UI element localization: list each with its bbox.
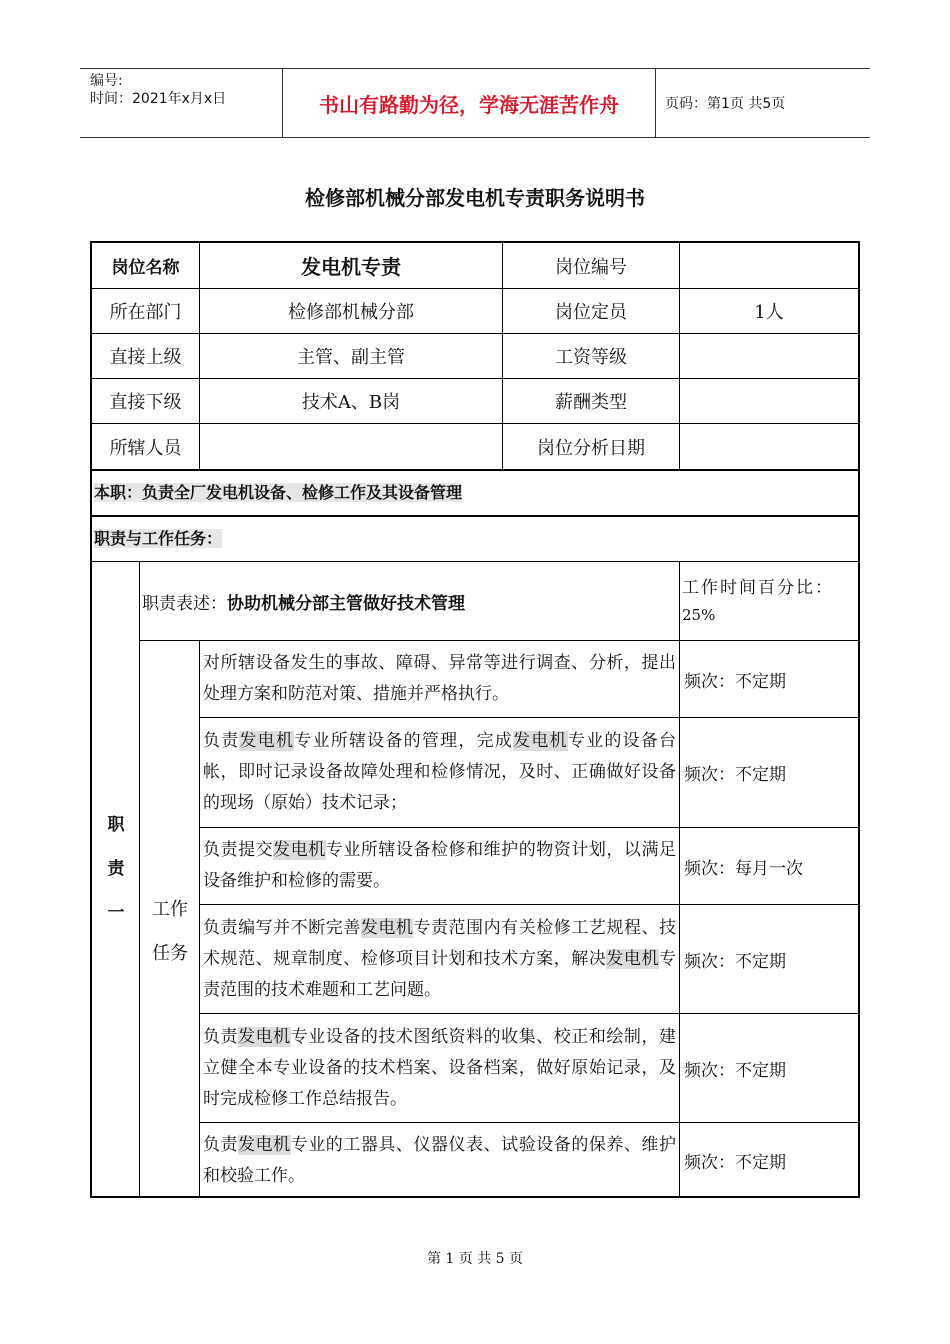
task-text-segment: 负责: [203, 1026, 239, 1047]
task-text-segment: 对所辖设备发生的事故、障碍、异常等进行调查、分析，提出处理方案和防范对策、措施并严格执行。: [203, 653, 676, 704]
duty-label-char: 职: [107, 815, 125, 835]
highlighted-term: 发电机: [239, 731, 295, 751]
task-text: [203, 1130, 676, 1192]
task-frequency: 频次：不定期: [684, 1060, 786, 1081]
label-position-name: 岗位名称: [111, 258, 180, 278]
value-pay-type: [680, 379, 858, 423]
highlighted-term: 发电机: [238, 1026, 291, 1047]
document-title: 检修部机械分部发电机专责职务说明书: [305, 186, 645, 210]
task-text: [203, 726, 676, 819]
task-text-segment: 专业所辖设备的管理，完成: [294, 731, 514, 751]
task-text-segment: 专业所辖设备检修和维护的物资计划，以满足设备维护和检修的需要。: [203, 840, 677, 891]
task-text-segment: 负责提交: [203, 840, 274, 860]
highlighted-term: 发电机: [360, 917, 414, 938]
task-description: [200, 905, 679, 1013]
duty-label-char: 责: [107, 859, 125, 879]
task-description: [200, 1123, 679, 1198]
label-pay-type: 薪酬类型: [555, 392, 627, 413]
time-label: 时间：2021年x月x日: [90, 91, 227, 107]
label-staff-under: 所辖人员: [109, 437, 182, 459]
task-frequency: 频次：不定期: [684, 951, 786, 972]
page-header: [80, 68, 870, 138]
task-text-segment: 专业的工器具、仪器仪表、试验设备的保养、维护和校验工作。: [203, 1134, 677, 1186]
task-description: [200, 718, 679, 827]
header-meta: [80, 69, 282, 140]
label-department: 所在部门: [109, 302, 182, 323]
time-pct-label: 工作时间百分比：: [682, 578, 834, 598]
task-text: [203, 835, 676, 897]
task-text-segment: 专责范围内有关检修工艺规程、技术规范、规章制度、检修项目计划和技术方案，解决: [203, 917, 677, 969]
header-motto: 书山有路勤为径，学海无涯苦作舟: [282, 69, 656, 137]
task-description: [200, 1014, 679, 1122]
task-text: [203, 648, 676, 710]
value-analysis-date: [680, 424, 858, 469]
value-department: 检修部机械分部: [288, 302, 414, 323]
duty-one-label: [101, 803, 131, 935]
value-staff-under: [200, 424, 502, 469]
task-frequency: 频次：不定期: [684, 765, 786, 785]
highlighted-term: 发电机: [606, 948, 660, 969]
task-text-segment: 负责: [203, 731, 240, 751]
col-divider: [139, 561, 140, 1198]
label-analysis-date: 岗位分析日期: [537, 437, 645, 459]
task-text-segment: 专业的设备台帐，即时记录设备故障处理和检修情况，及时、正确做好设备的现场（原始）技术记录；: [203, 731, 677, 813]
time-pct-value: 25%: [682, 606, 716, 624]
highlighted-term: 发电机: [238, 1134, 291, 1155]
value-position-number: [680, 243, 858, 288]
header-page-info: 页码：第1页 共5页: [665, 96, 786, 112]
label-salary-grade: 工资等级: [555, 347, 627, 368]
duty-label-char: 一: [107, 903, 125, 923]
label-direct-subordinate: 直接下级: [109, 392, 182, 413]
task-text-segment: 负责编写并不断完善: [203, 917, 361, 938]
value-salary-grade: [680, 334, 858, 378]
label-direct-superior: 直接上级: [109, 347, 182, 368]
task-description: [200, 828, 679, 904]
task-text-segment: 负责: [203, 1134, 239, 1155]
task-frequency: 频次：每月一次: [684, 858, 803, 879]
task-description: [200, 641, 679, 717]
highlighted-term: 发电机: [513, 731, 568, 751]
statement-text: 协助机械分部主管做好技术管理: [227, 593, 465, 614]
job-description-table: [90, 241, 860, 1198]
statement-prefix: 职责表述：: [142, 593, 227, 614]
task-text-segment: 专业设备的技术图纸资料的收集、校正和绘制，建立健全本专业设备的技术档案、设备档案，做好原始记录，及时完成检修工作总结报告。: [203, 1026, 677, 1109]
highlighted-term: 发电机: [273, 840, 326, 860]
label-position-number: 岗位编号: [555, 256, 627, 278]
duty-banner: [92, 471, 462, 515]
number-label: 编号:: [90, 73, 123, 89]
page-footer: 第 1 页 共 5 页: [426, 1251, 524, 1267]
value-position-name: 发电机专责: [301, 255, 401, 279]
label-headcount: 岗位定员: [555, 302, 627, 323]
task-frequency: 频次：不定期: [684, 671, 786, 692]
task-text: [203, 1022, 676, 1115]
duty-banner-text: 本职：负责全厂发电机设备、检修工作及其设备管理: [94, 483, 463, 502]
work-label-line: 任务: [152, 943, 188, 964]
value-headcount: 1人: [754, 302, 784, 323]
value-direct-superior: 主管、副主管: [297, 347, 405, 368]
task-text: [203, 913, 676, 1006]
work-label-line: 工作: [152, 899, 188, 920]
duty-statement: [142, 562, 678, 640]
work-tasks-label: [144, 888, 196, 976]
task-frequency: 频次：不定期: [684, 1153, 786, 1173]
time-percentage: [682, 573, 854, 624]
value-direct-subordinate: 技术A、B岗: [301, 392, 401, 413]
task-text-segment: 专责范围的技术难题和工艺问题。: [203, 948, 677, 1000]
tasks-banner-text: 职责与工作任务：: [94, 529, 223, 548]
tasks-banner: [92, 517, 222, 561]
work-label-text: [144, 888, 196, 976]
